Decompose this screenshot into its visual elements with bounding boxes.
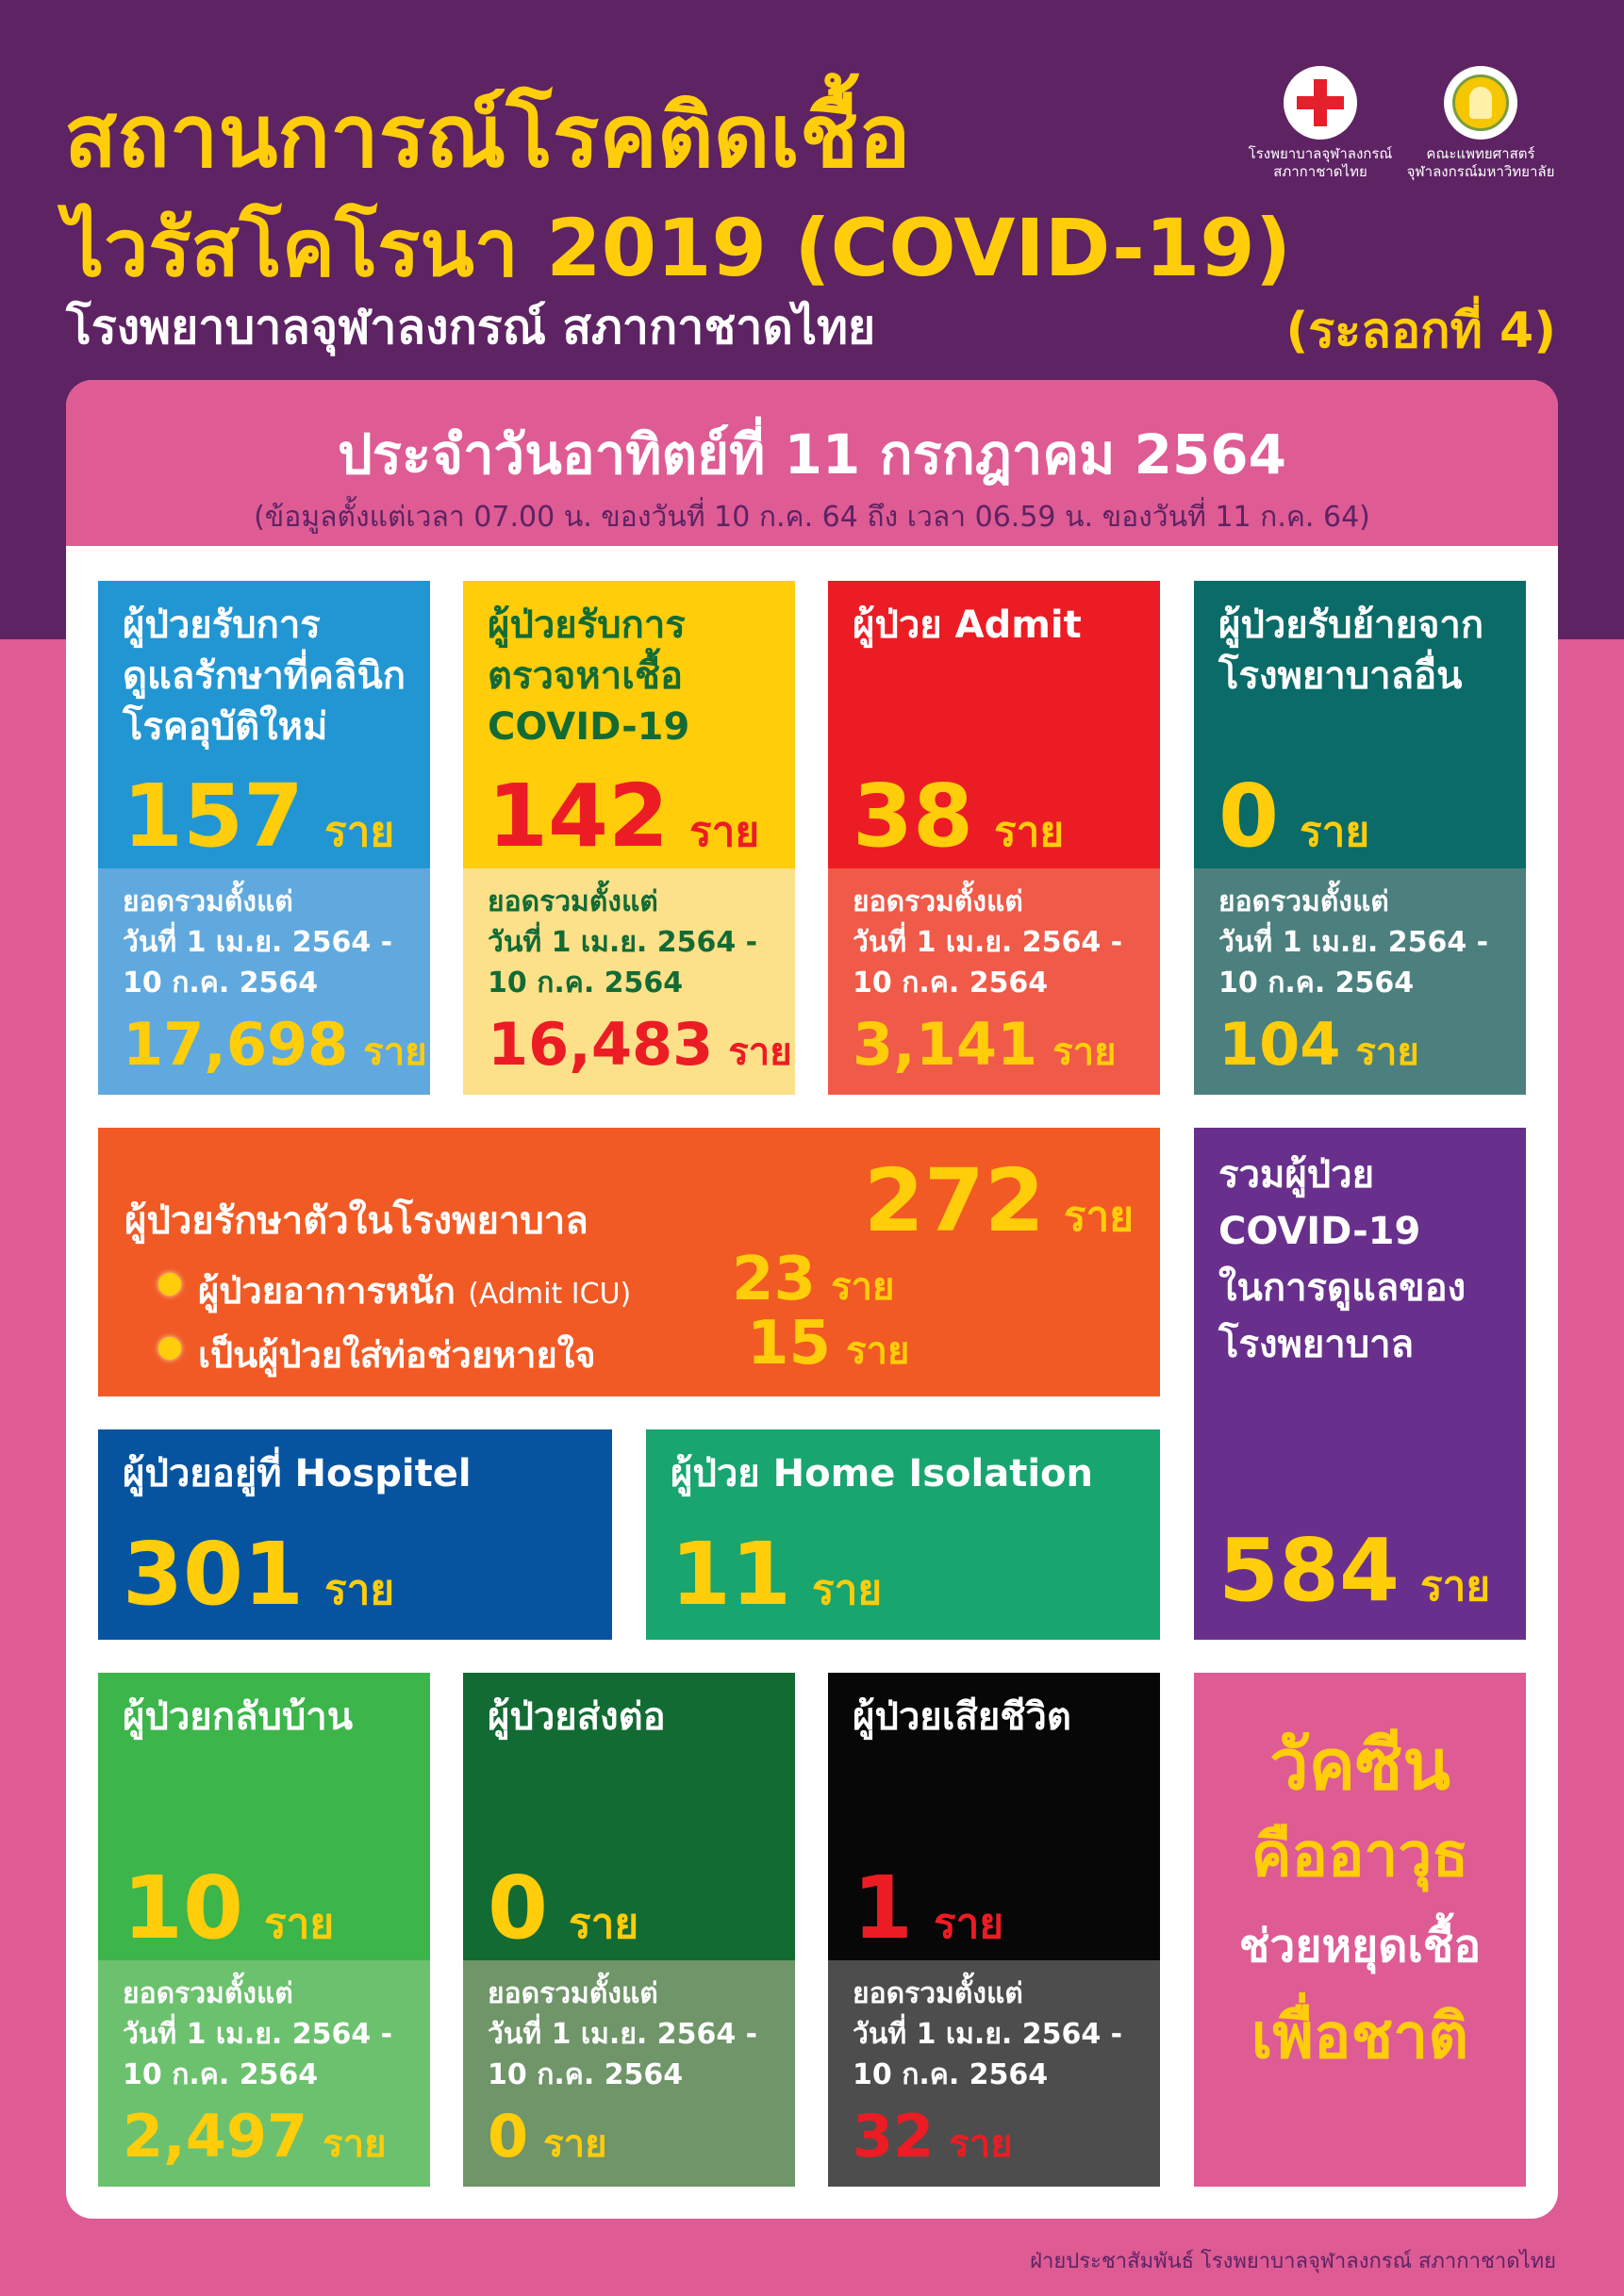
cumulative-line3: 10 ก.ค. 2564 — [1218, 966, 1415, 999]
total-care-value: 584 — [1218, 1520, 1400, 1621]
transfer-label-line2: โรงพยาบาลอื่น — [1218, 654, 1463, 698]
page-title-line2: ไวรัสโคโรนา 2019 (COVID-19) — [64, 202, 1292, 294]
tested-label-line1: ผู้ป่วยรับการ — [488, 603, 686, 647]
unit-label: ราย — [569, 1900, 639, 1948]
cumulative-line3: 10 ก.ค. 2564 — [123, 966, 319, 999]
cumulative-line1: ยอดรวมตั้งแต่ — [853, 1977, 1023, 2010]
unit-label: ราย — [994, 808, 1065, 856]
unit-label: ราย — [728, 1031, 792, 1074]
bullet-icon — [158, 1273, 181, 1296]
severe-value: 23 — [732, 1245, 817, 1314]
cumulative-line2: วันที่ 1 เม.ย. 2564 - — [488, 2018, 758, 2051]
referred-label: ผู้ป่วยส่งต่อ — [488, 1695, 666, 1739]
severe-note: (Admit ICU) — [468, 1278, 632, 1311]
cumulative-line1: ยอดรวมตั้งแต่ — [488, 885, 658, 918]
report-card — [66, 380, 1558, 2219]
cumulative-line2: วันที่ 1 เม.ย. 2564 - — [488, 926, 758, 959]
red-cross-icon — [1284, 66, 1357, 140]
tested-patients-box — [463, 581, 795, 1095]
cumulative-line3: 10 ก.ค. 2564 — [123, 2058, 319, 2091]
unit-label: ราย — [1063, 1193, 1134, 1241]
vaccine-line3: ช่วยหยุดเชื้อ — [1238, 1920, 1482, 1973]
vaccine-line2: คืออาวุธ — [1251, 1821, 1469, 1891]
admit-cumulative — [828, 868, 1160, 1095]
tested-value: 142 — [488, 766, 670, 867]
cumulative-line2: วันที่ 1 เม.ย. 2564 - — [123, 926, 393, 959]
transfer-cumulative — [1194, 868, 1526, 1095]
red-cross-logo — [1235, 66, 1405, 181]
faculty-seal-logo — [1396, 66, 1566, 181]
clinic-cumulative — [98, 868, 430, 1095]
deceased-label: ผู้ป่วยเสียชีวิต — [853, 1695, 1071, 1739]
admit-patients-box — [828, 581, 1160, 1095]
seal-icon — [1444, 66, 1517, 140]
total-care-box — [1194, 1128, 1526, 1640]
discharged-total: 2,497 — [123, 2102, 308, 2171]
report-date: ประจำวันอาทิตย์ที่ 11 กรกฎาคม 2564 — [337, 422, 1287, 487]
discharged-label: ผู้ป่วยกลับบ้าน — [123, 1695, 354, 1739]
unit-label: ราย — [1355, 1031, 1419, 1074]
in-hospital-box — [98, 1128, 1160, 1396]
cumulative-line3: 10 ก.ค. 2564 — [853, 2058, 1049, 2091]
unit-label: ราย — [1300, 808, 1370, 856]
total-care-label-line3: ในการดูแลของ — [1218, 1266, 1467, 1310]
in-hospital-value: 272 — [863, 1150, 1045, 1251]
wave-label: (ระลอกที่ 4) — [1285, 303, 1556, 359]
unit-label: ราย — [264, 1900, 335, 1948]
admit-value: 38 — [853, 766, 974, 867]
unit-label: ราย — [323, 2123, 387, 2166]
in-hospital-label: ผู้ป่วยรักษาตัวในโรงพยาบาล — [124, 1199, 588, 1243]
cumulative-line1: ยอดรวมตั้งแต่ — [853, 885, 1023, 918]
tested-label-line2: ตรวจหาเชื้อ — [488, 654, 684, 698]
transfer-total: 104 — [1218, 1010, 1341, 1079]
deceased-value: 1 — [853, 1858, 914, 1958]
home-isolation-value: 11 — [671, 1524, 792, 1625]
clinic-total: 17,698 — [123, 1010, 349, 1079]
tested-cumulative — [463, 868, 795, 1095]
unit-label: ราย — [689, 808, 760, 856]
tested-label-line3: COVID-19 — [488, 705, 690, 749]
admit-label: ผู้ป่วย Admit — [853, 603, 1082, 647]
clinic-label-line3: โรคอุบัติใหม่ — [123, 705, 328, 749]
total-care-label-line1: รวมผู้ป่วย — [1218, 1153, 1375, 1197]
unit-label: ราย — [831, 1265, 895, 1309]
unit-label: ราย — [812, 1566, 883, 1614]
deceased-cumulative — [828, 1960, 1160, 2187]
referred-total: 0 — [488, 2102, 529, 2171]
total-care-label-line2: COVID-19 — [1218, 1210, 1421, 1253]
unit-label: ราย — [324, 1566, 395, 1614]
unit-label: ราย — [934, 1900, 1004, 1948]
bullet-icon — [158, 1337, 181, 1360]
logo-right-line2: จุฬาลงกรณ์มหาวิทยาลัย — [1406, 163, 1555, 180]
referred-value: 0 — [488, 1858, 549, 1958]
discharged-box — [98, 1673, 430, 2187]
cumulative-line1: ยอดรวมตั้งแต่ — [123, 885, 293, 918]
discharged-value: 10 — [123, 1858, 244, 1958]
clinic-label-line1: ผู้ป่วยรับการ — [123, 603, 321, 647]
home-isolation-box — [646, 1429, 1160, 1640]
total-care-label-line4: โรงพยาบาล — [1218, 1323, 1415, 1366]
logo-right-line1: คณะแพทยศาสตร์ — [1426, 145, 1535, 162]
footer-credit: ฝ่ายประชาสัมพันธ์ โรงพยาบาลจุฬาลงกรณ์ สภากาชาดไทย — [1030, 2250, 1556, 2273]
unit-label: ราย — [949, 2123, 1013, 2166]
cumulative-line1: ยอดรวมตั้งแต่ — [1218, 885, 1389, 918]
referred-cumulative — [463, 1960, 795, 2187]
ventilator-label: เป็นผู้ป่วยใส่ท่อช่วยหายใจ — [198, 1334, 596, 1376]
transfer-in-box — [1194, 581, 1526, 1095]
deceased-total: 32 — [853, 2102, 935, 2171]
unit-label: ราย — [1420, 1562, 1491, 1611]
page-title-line1: สถานการณ์โรคติดเชื้อ — [64, 86, 911, 187]
home-isolation-label: ผู้ป่วย Home Isolation — [671, 1452, 1094, 1495]
tested-total: 16,483 — [488, 1010, 714, 1079]
transfer-value: 0 — [1218, 766, 1280, 867]
logo-left-line1: โรงพยาบาลจุฬาลงกรณ์ — [1248, 145, 1393, 162]
hospitel-value: 301 — [123, 1524, 305, 1625]
cumulative-line2: วันที่ 1 เม.ย. 2564 - — [853, 926, 1123, 959]
unit-label: ราย — [846, 1330, 910, 1373]
hospitel-box — [98, 1429, 612, 1640]
discharged-cumulative — [98, 1960, 430, 2187]
cumulative-line2: วันที่ 1 เม.ย. 2564 - — [1218, 926, 1489, 959]
vaccine-line4: เพื่อชาติ — [1251, 2000, 1469, 2073]
report-date-header — [66, 380, 1558, 546]
admit-total: 3,141 — [853, 1010, 1038, 1079]
transfer-label-line1: ผู้ป่วยรับย้ายจาก — [1218, 603, 1484, 647]
vaccine-line1: วัคซีน — [1269, 1725, 1450, 1806]
cumulative-line2: วันที่ 1 เม.ย. 2564 - — [123, 2018, 393, 2051]
clinic-value: 157 — [123, 766, 305, 867]
cumulative-line2: วันที่ 1 เม.ย. 2564 - — [853, 2018, 1123, 2051]
cumulative-line1: ยอดรวมตั้งแต่ — [488, 1977, 658, 2010]
hospitel-label: ผู้ป่วยอยู่ที่ Hospitel — [123, 1452, 472, 1495]
unit-label: ราย — [1052, 1031, 1117, 1074]
clinic-label-line2: ดูแลรักษาที่คลินิก — [123, 654, 406, 698]
clinic-patients-box — [98, 581, 430, 1095]
referred-box — [463, 1673, 795, 2187]
severe-label: ผู้ป่วยอาการหนัก — [198, 1270, 456, 1312]
cumulative-line1: ยอดรวมตั้งแต่ — [123, 1977, 293, 2010]
unit-label: ราย — [363, 1031, 427, 1074]
vaccine-slogan-box — [1194, 1673, 1526, 2187]
unit-label: ราย — [324, 808, 395, 856]
hospital-name: โรงพยาบาลจุฬาลงกรณ์ สภากาชาดไทย — [66, 300, 876, 355]
logo-left-line2: สภากาชาดไทย — [1273, 163, 1367, 180]
cumulative-line3: 10 ก.ค. 2564 — [853, 966, 1049, 999]
ventilator-value: 15 — [747, 1309, 832, 1379]
cumulative-line3: 10 ก.ค. 2564 — [488, 966, 684, 999]
cumulative-line3: 10 ก.ค. 2564 — [488, 2058, 684, 2091]
unit-label: ราย — [543, 2123, 607, 2166]
report-period-note: (ข้อมูลตั้งแต่เวลา 07.00 น. ของวันที่ 10 ก.ค. 64 ถึง เวลา 06.59 น. ของวันที่ 11 ก.ค. 64) — [254, 501, 1370, 534]
deceased-box — [828, 1673, 1160, 2187]
